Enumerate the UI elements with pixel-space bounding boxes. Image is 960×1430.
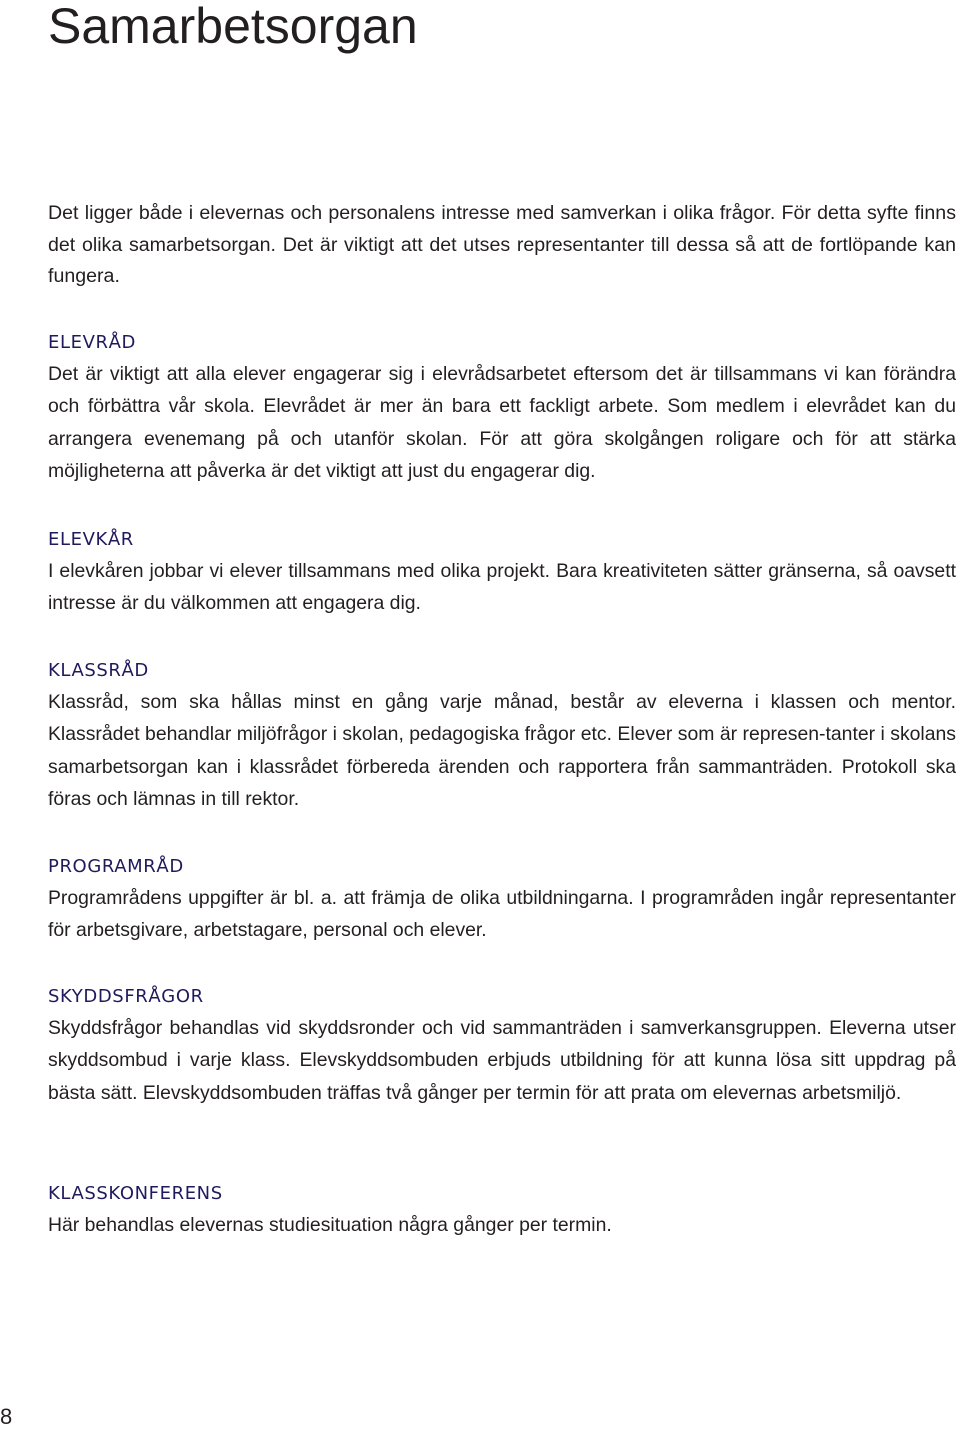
page-number: 8 bbox=[0, 1404, 13, 1429]
document-body bbox=[48, 198, 956, 1236]
section-body-klasskonferens: Här behandlas elevernas studiesituation några gånger per termin. bbox=[48, 1214, 612, 1236]
section-heading-klasskonferens: KLASSKONFERENS bbox=[48, 1183, 223, 1204]
page-title: Samarbetsorgan bbox=[48, 0, 418, 54]
section-body-skyddsfragor: Skyddsfrågor behandlas vid skyddsronder och vid sammanträden i samverkansgruppen. Eleverna utser skyddsombud i varje klass. Elevskyddsombuden erbjuds utbildning för att kunna lösa sitt uppdrag på bästa sätt. Elevskyddsombuden träffas två gånger per termin för att prata om elevernas arbetsmiljö. bbox=[48, 1017, 956, 1104]
section-elevkar bbox=[48, 525, 956, 620]
intro-paragraph: Det ligger både i elevernas och personalens intresse med samverkan i olika frågor. För detta syfte finns det olika samarbetsorgan. Det är viktigt att det utses representanter till dessa så att de fortlöpande kan fungera. bbox=[48, 202, 956, 287]
section-klassrad bbox=[48, 656, 956, 816]
section-heading-elevkar: ELEVKÅR bbox=[48, 529, 134, 550]
section-body-programrad: Programrådens uppgifter är bl. a. att främja de olika utbildningarna. I programråden ingår representanter för arbetsgivare, arbetstagare, personal och elever. bbox=[48, 887, 956, 942]
section-body-klassrad: Klassråd, som ska hållas minst en gång varje månad, består av eleverna i klassen och mentor. Klassrådet behandlar miljöfrågor i skolan, pedagogiska frågor etc. Elever som är represen-tanter i skolans samarbetsorgan kan i klassrådet förbereda ärenden och rapportera från sammanträden. Protokoll ska föras och lämnas in till rektor. bbox=[48, 691, 956, 811]
section-heading-klassrad: KLASSRÅD bbox=[48, 660, 149, 681]
section-klasskonferens bbox=[48, 1179, 956, 1241]
section-skyddsfragor bbox=[48, 982, 956, 1109]
section-heading-programrad: PROGRAMRÅD bbox=[48, 856, 184, 877]
section-heading-elevrad: ELEVRÅD bbox=[48, 332, 136, 353]
section-programrad bbox=[48, 852, 956, 947]
section-body-elevrad: Det är viktigt att alla elever engagerar sig i elevrådsarbetet eftersom det är tillsammans vi kan förändra och förbättra vår skola. Elevrådet är mer än bara ett fackligt arbete. Som medlem i elevrådet kan du arrangera evenemang på och utanför skolan. För att göra skolgången roligare och för att stärka möjligheterna att påverka är det viktigt att just du engagerar dig. bbox=[48, 363, 956, 483]
section-heading-skyddsfragor: SKYDDSFRÅGOR bbox=[48, 986, 204, 1007]
section-elevrad bbox=[48, 328, 956, 488]
section-body-elevkar: I elevkåren jobbar vi elever tillsammans med olika projekt. Bara kreativiteten sätter gränserna, så oavsett intresse är du välkommen att engagera dig. bbox=[48, 560, 956, 615]
